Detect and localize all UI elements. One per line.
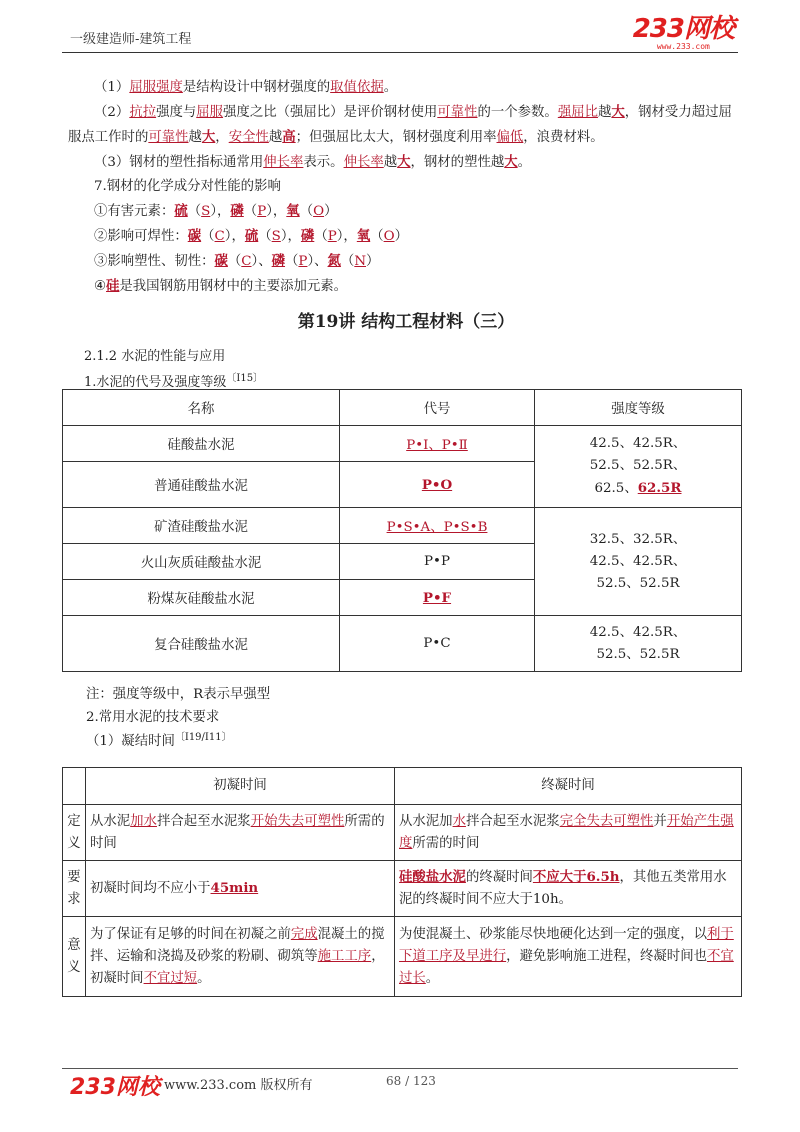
col-initial-header: 初凝时间 [86, 768, 395, 805]
row-label-definition: 定 义 [63, 805, 86, 861]
chem-line-1: ①有害元素：硫（S），磷（P），氧（O） [94, 203, 338, 219]
cement-codes-heading: 1.水泥的代号及强度等级$^{〔Ⅰ15〕}$ [84, 373, 264, 390]
steel-para-1: （1）屈服强度是结构设计中钢材强度的取值依据。 [94, 80, 398, 95]
table-header-row [63, 390, 742, 426]
row-label-requirement: 要 求 [63, 861, 86, 917]
col-grade-header: 强度等级 [535, 390, 742, 426]
final-definition: 从水泥加水拌合起至水泥浆完全失去可塑性并开始产生强度所需的时间 [395, 805, 742, 861]
page-number: 68 / 123 [386, 1074, 436, 1088]
table-row-requirement [63, 861, 742, 917]
main-content [68, 76, 744, 397]
table-row-definition [63, 805, 742, 861]
col-final-header: 终凝时间 [395, 768, 742, 805]
section-212: 2.1.2 水泥的性能与应用 [84, 349, 226, 364]
initial-requirement: 初凝时间均不应小于45min [86, 861, 395, 917]
cement-name: 矿渣硅酸盐水泥 [63, 508, 340, 544]
cement-name: 火山灰质硅酸盐水泥 [63, 544, 340, 580]
col-code-header: 代号 [340, 390, 535, 426]
cement-name: 复合硅酸盐水泥 [63, 616, 340, 672]
footer-divider [62, 1068, 738, 1069]
chem-line-2: ②影响可焊性：碳（C），硫（S），磷（P），氧（O） [94, 228, 408, 244]
chem-line-3: ③影响塑性、韧性：碳（C）、磷（P）、氮（N） [94, 253, 380, 269]
setting-time-table [62, 767, 742, 997]
tech-req-heading: 2.常用水泥的技术要求 [86, 710, 220, 725]
lecture-title: 第19讲 结构工程材料（三） [297, 312, 515, 332]
footer-copyright: www.233.com 版权所有 [164, 1078, 313, 1093]
table-header-row [63, 768, 742, 805]
cement-code: P•P [340, 544, 535, 580]
page-header [0, 0, 800, 54]
initial-definition: 从水泥加水拌合起至水泥浆开始失去可塑性所需的时间 [86, 805, 395, 861]
header-divider [62, 52, 738, 53]
grade-group-3: 42.5、42.5R、 52.5、52.5R [535, 616, 742, 672]
grade-group-1: 42.5、42.5R、 52.5、52.5R、 62.5、62.5R [535, 426, 742, 508]
corner-cell [63, 768, 86, 805]
cement-code: P•C [340, 616, 535, 672]
footer-logo: 233网校 [70, 1075, 160, 1100]
table-row-significance [63, 917, 742, 997]
cement-code: P•O [340, 462, 535, 508]
row-label-significance: 意 义 [63, 917, 86, 997]
cement-name: 硅酸盐水泥 [63, 426, 340, 462]
cement-code: P•F [340, 580, 535, 616]
table-row [63, 508, 742, 544]
cement-name: 粉煤灰硅酸盐水泥 [63, 580, 340, 616]
steel-para-3: （3）钢材的塑性指标通常用伸长率表示。伸长率越大，钢材的塑性越大。 [94, 154, 532, 170]
chem-title: 7.钢材的化学成分对性能的影响 [94, 179, 281, 194]
brand-logo [633, 16, 734, 51]
table-row [63, 426, 742, 462]
cement-code: P•Ⅰ、P•Ⅱ [340, 426, 535, 462]
steel-para-2: （2）抗拉强度与屈服强度之比（强屈比）是评价钢材使用可靠性的一个参数。强屈比越大，钢材受力超过屈服点工作时的可靠性越大，安全性越高；但强屈比太大，钢材强度利用率偏低，浪费材料。 [68, 104, 732, 145]
final-significance: 为使混凝土、砂浆能尽快地硬化达到一定的强度，以利于下道工序及早进行，避免影响施工进程，终凝时间也不宜过长。 [395, 917, 742, 997]
logo-url: www.233.com [656, 42, 710, 51]
grade-group-2: 32.5、32.5R、 42.5、42.5R、 52.5、52.5R [535, 508, 742, 616]
final-requirement: 硅酸盐水泥的终凝时间不应大于6.5h，其他五类常用水泥的终凝时间不应大于10h。 [395, 861, 742, 917]
cement-name: 普通硅酸盐水泥 [63, 462, 340, 508]
initial-significance: 为了保证有足够的时间在初凝之前完成混凝土的搅拌、运输和浇捣及砂浆的粉刷、砌筑等施工工序，初凝时间不宜过短。 [86, 917, 395, 997]
chem-line-4: ④硅是我国钢筋用钢材中的主要添加元素。 [94, 278, 348, 294]
grade-note: 注：强度等级中，R表示早强型 [86, 687, 271, 702]
logo-text: 233网校 [632, 14, 734, 44]
cement-code: P•S•A、P•S•B [340, 508, 535, 544]
setting-time-heading: （1）凝结时间$^{〔Ⅰ19/Ⅰ11〕}$ [86, 732, 232, 749]
col-name-header: 名称 [63, 390, 340, 426]
header-title: 一级建造师-建筑工程 [70, 32, 192, 47]
cement-code-table [62, 389, 742, 672]
page-footer [0, 1060, 800, 1132]
table-row [63, 616, 742, 672]
